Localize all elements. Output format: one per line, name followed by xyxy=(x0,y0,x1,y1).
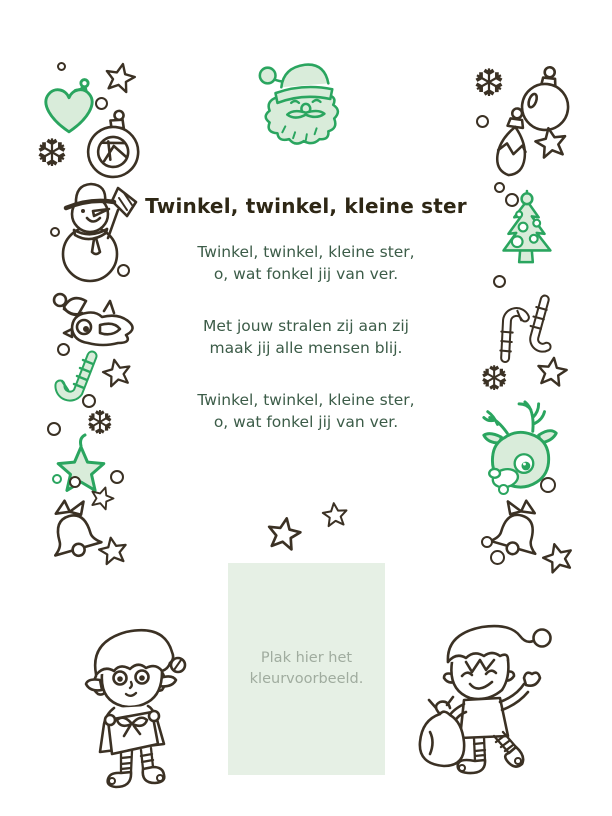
dot-icon xyxy=(57,62,66,71)
drop-ornament-icon xyxy=(483,103,539,183)
dot-icon xyxy=(52,474,62,484)
poem-line: Twinkel, twinkel, kleine ster, xyxy=(197,243,415,261)
paste-here-label: Plak hier het kleurvoorbeeld. xyxy=(249,650,364,687)
reindeer-icon xyxy=(476,392,568,494)
poem-line: Twinkel, twinkel, kleine ster, xyxy=(197,391,415,409)
star-icon xyxy=(529,121,573,165)
snowflake-icon: ❆ xyxy=(86,403,114,442)
dot-icon xyxy=(498,484,509,495)
dot-icon xyxy=(490,550,505,565)
elf-girl-icon xyxy=(70,612,198,796)
star-icon xyxy=(97,353,137,393)
snowflake-icon: ❆ xyxy=(473,61,505,105)
bauble-ornament-icon xyxy=(80,105,147,183)
poem-line: o, wat fonkel jij van ver. xyxy=(213,265,399,283)
poem-line: o, wat fonkel jij van ver. xyxy=(213,413,399,431)
snowflake-icon: ❆ xyxy=(36,131,68,175)
christmas-tree-icon xyxy=(486,188,564,270)
snowflake-icon: ❆ xyxy=(480,359,509,399)
star-icon xyxy=(93,531,132,570)
dot-icon xyxy=(110,470,124,484)
star-icon xyxy=(536,536,580,580)
star-icon xyxy=(532,352,573,393)
dot-icon xyxy=(69,476,81,488)
star-icon xyxy=(261,511,307,557)
dot-icon xyxy=(481,536,493,548)
santa-face-icon xyxy=(252,50,344,148)
paste-here-box xyxy=(228,563,385,775)
poem-line: Met jouw stralen zij aan zij xyxy=(203,317,409,335)
dot-icon xyxy=(117,264,130,277)
dot-icon xyxy=(540,477,556,493)
star-icon xyxy=(319,499,352,532)
elf-boy-icon xyxy=(402,614,556,782)
star-icon xyxy=(99,57,142,100)
dot-icon xyxy=(476,115,489,128)
dot-icon xyxy=(50,227,60,237)
page-title: Twinkel, twinkel, kleine ster xyxy=(145,194,467,218)
poem-line: maak jij alle mensen blij. xyxy=(209,339,403,357)
